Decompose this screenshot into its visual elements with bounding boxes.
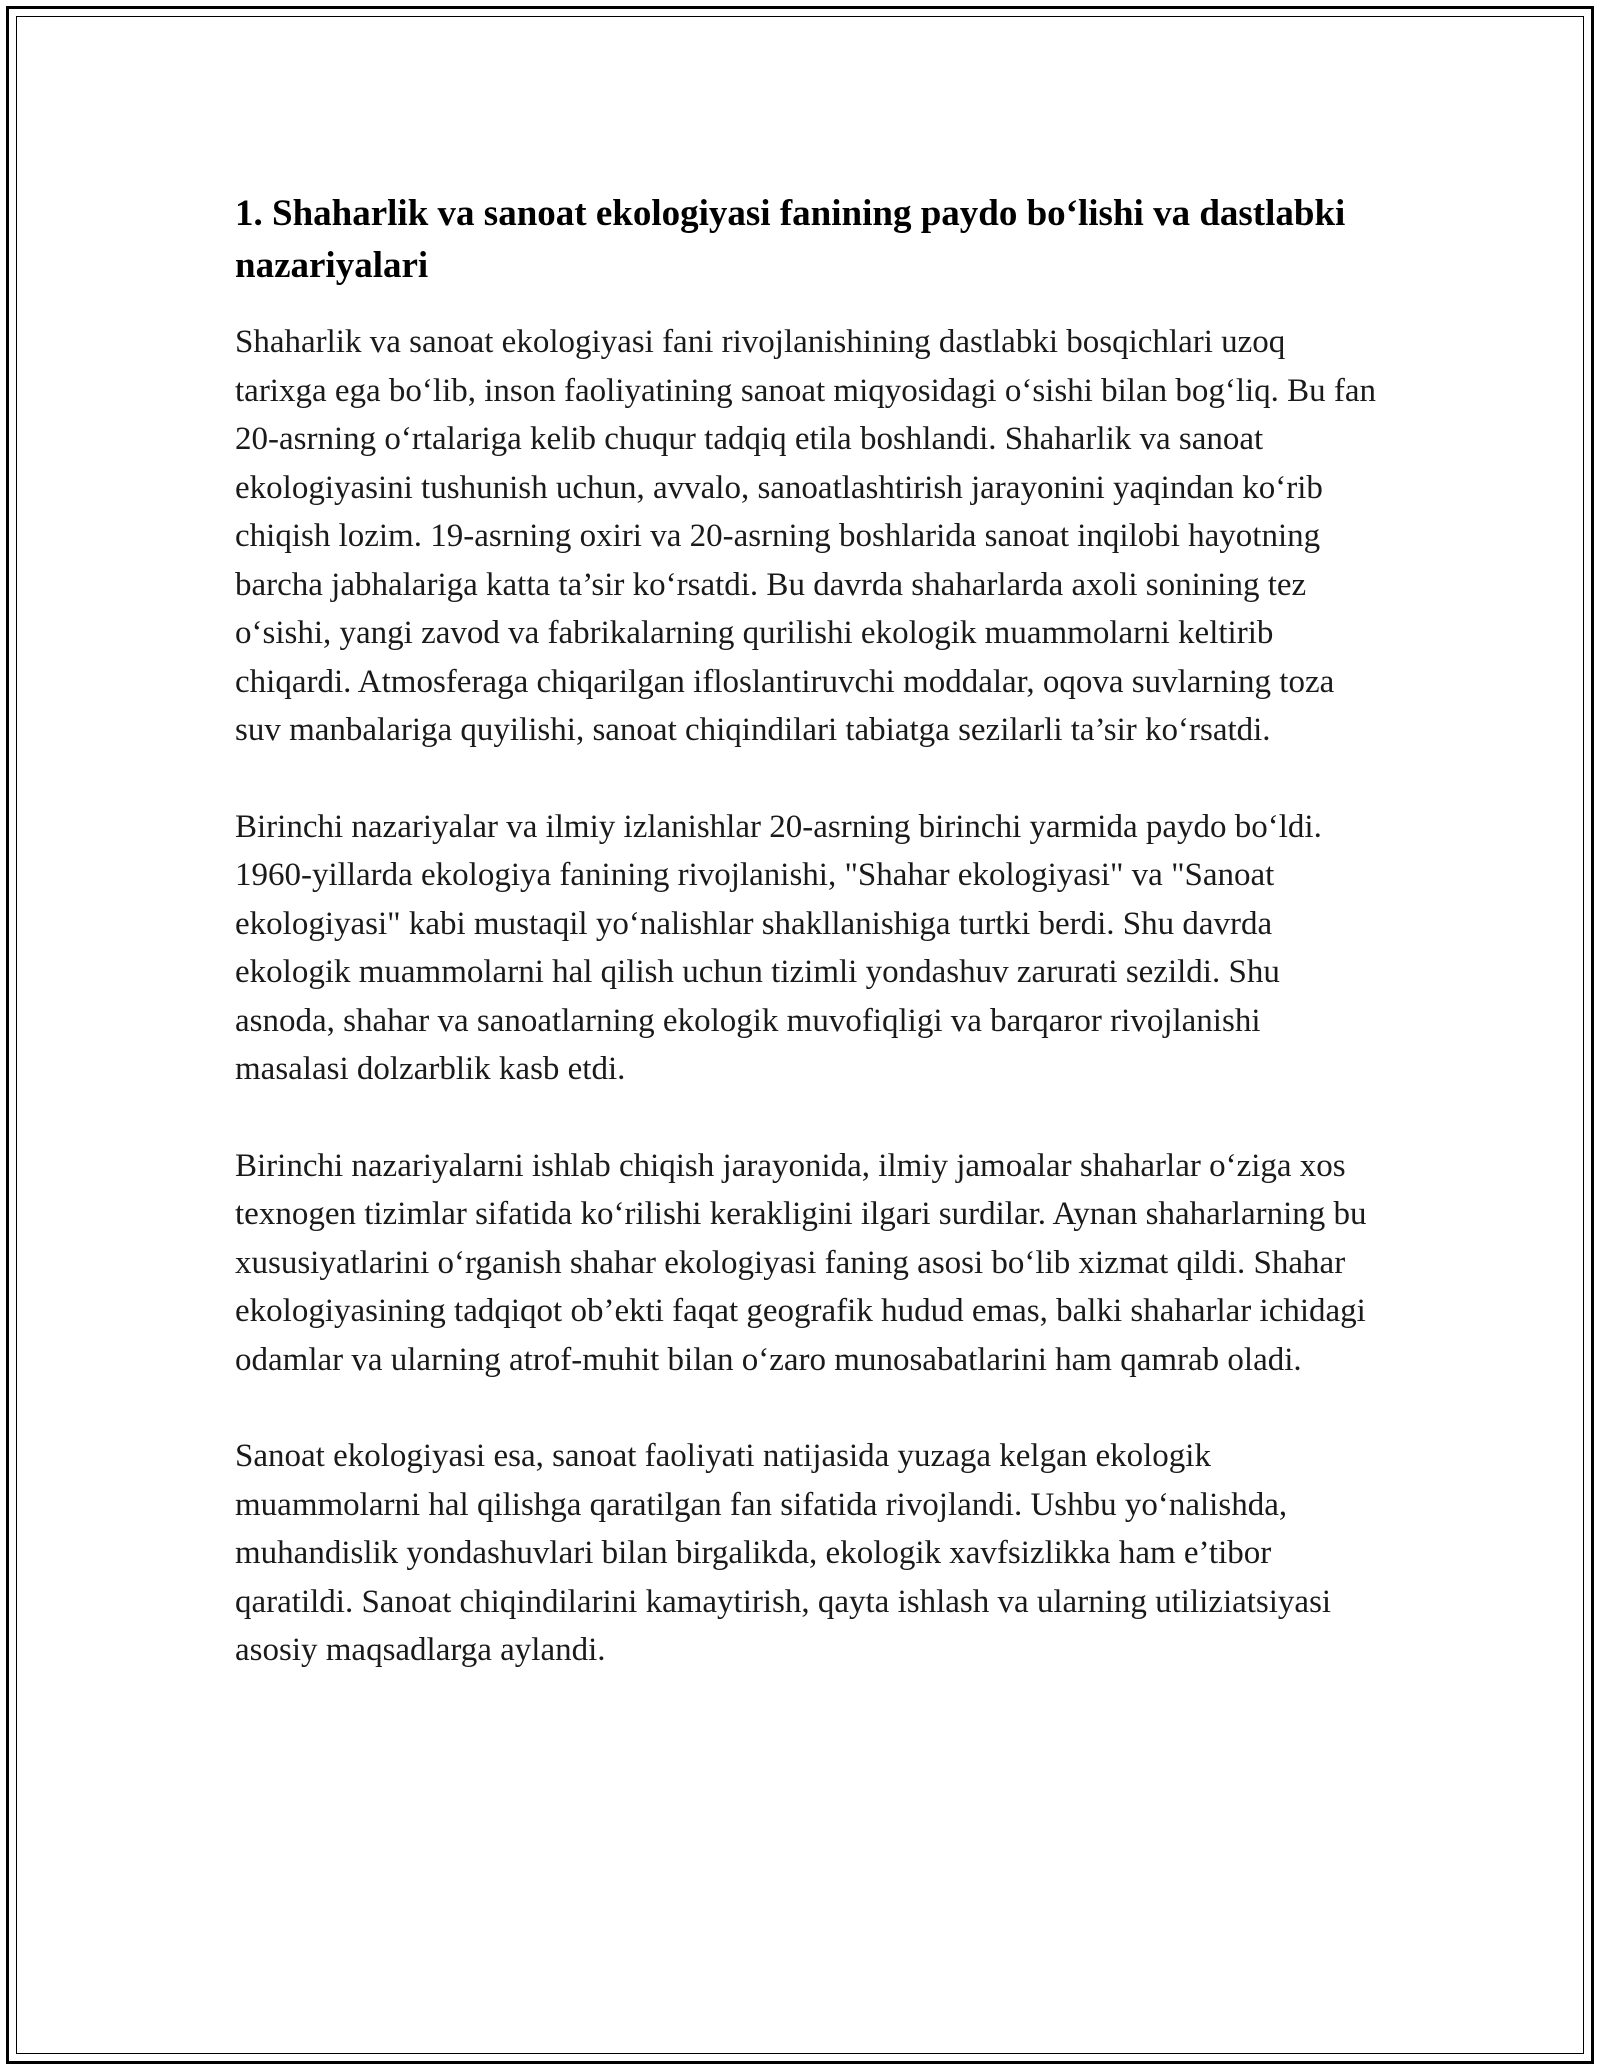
paragraph-2: Birinchi nazariyalar va ilmiy izlanishlar 20-asrning birinchi yarmida paydo bo‘ldi. 1960-yillarda ekologiya fanining rivojlanishi, "Shahar ekologiyasi" va "Sanoat ekologiyasi" kabi mustaqil yo‘nalishlar shakllanishiga turtki berdi. Shu davrda ekologik muammolarni hal qilish uchun tizimli yondashuv zarurati sezildi. Shu asnoda, shahar va sanoatlarning ekologik muvofiqligi va barqaror rivojlanishi masalasi dolzarblik kasb etdi. [235,808,1322,1087]
section-heading: 1. Shaharlik va sanoat ekologiyasi fanining paydo bo‘lishi va dastlabki nazariyalari [235,193,1346,286]
paragraph-1: Shaharlik va sanoat ekologiyasi fani rivojlanishining dastlabki bosqichlari uzoq tarixga ega bo‘lib, inson faoliyatining sanoat miqyosidagi o‘sishi bilan bog‘liq. Bu fan 20-asrning o‘rtalariga kelib chuqur tadqiq etila boshlandi. Shaharlik va sanoat ekologiyasini tushunish uchun, avvalo, sanoatlashtirish jarayonini yaqindan ko‘rib chiqish lozim. 19-asrning oxiri va 20-asrning boshlarida sanoat inqilobi hayotning barcha jabhalariga katta ta’sir ko‘rsatdi. Bu davrda shaharlarda axoli sonining tez o‘sishi, yangi zavod va fabrikalarning qurilishi ekologik muammolarni keltirib chiqardi. Atmosferaga chiqarilgan ifloslantiruvchi moddalar, oqova suvlarning toza suv manbalariga quyilishi, sanoat chiqindilari tabiatga sezilarli ta’sir ko‘rsatdi. [235,324,1377,748]
paragraph-4: Sanoat ekologiyasi esa, sanoat faoliyati natijasida yuzaga kelgan ekologik muammolarni hal qilishga qaratilgan fan sifatida rivojlandi. Ushbu yo‘nalishda, muhandislik yondashuvlari bilan birgalikda, ekologik xavfsizlikka ham e’tibor qaratildi. Sanoat chiqindilarini kamaytirish, qayta ishlash va ularning utiliziatsiyasi asosiy maqsadlarga aylandi. [235,1438,1332,1668]
document-body [235,188,1377,1723]
paragraph-3: Birinchi nazariyalarni ishlab chiqish jarayonida, ilmiy jamoalar shaharlar o‘ziga xos texnogen tizimlar sifatida ko‘rilishi kerakligini ilgari surdilar. Aynan shaharlarning bu xususiyatlarini o‘rganish shahar ekologiyasi faning asosi bo‘lib xizmat qildi. Shahar ekologiyasining tadqiqot ob’ekti faqat geografik hudud emas, balki shaharlar ichidagi odamlar va ularning atrof-muhit bilan o‘zaro munosabatlarini ham qamrab oladi. [235,1147,1367,1378]
